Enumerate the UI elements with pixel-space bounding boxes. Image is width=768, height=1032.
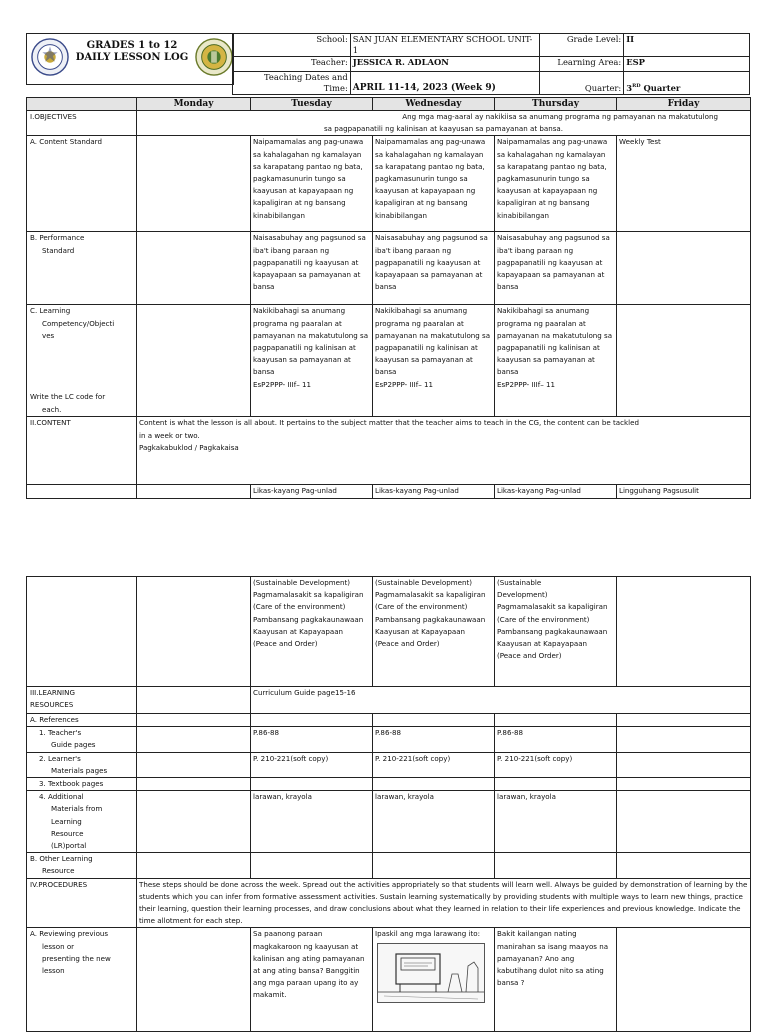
values-tue-item: Kaayusan at Kapayapaan [253, 626, 344, 636]
learning-competency-label-c: ves [42, 330, 55, 340]
objectives-label: I.OBJECTIVES [27, 111, 137, 136]
reviewing-label-b: lesson or [42, 941, 75, 951]
learners-materials-thursday: P. 210-221(soft copy) [495, 752, 617, 777]
teaching-dates-label [233, 72, 351, 95]
content-topic-monday [137, 485, 251, 498]
content-standard-thursday: Naipamamalas ang pag-unawa sa kahalagahan ng kamalayan sa karapatang pantao ng bata, pagkamasunurin tungo sa kaayusan at kapayapaan ng kapaligiran at ng bansang kinabibilangan [495, 136, 617, 232]
other-resources-row [27, 853, 751, 878]
content-description-line2: in a week or two. [139, 430, 200, 440]
content-topic-blank [27, 485, 137, 498]
community-sketch-image [377, 943, 485, 1003]
content-topic-friday: Lingguhang Pagsusulit [617, 485, 751, 498]
values-tue-item: (Sustainable Development) [253, 578, 351, 587]
teachers-guide-wednesday: P.86-88 [373, 727, 495, 752]
reviewing-tuesday: Sa paanong paraan magkakaroon ng kaayusan at kalinisan ang ating pamayanan at ang ating bansa? Banggitin ang mga paraan upang ito ay makamit. [251, 928, 373, 1032]
additional-materials-tuesday: larawan, krayola [251, 791, 373, 853]
performance-standard-wednesday: Naisasabuhay ang pagsunod sa iba't ibang paraan ng pagpapanatili ng kaayusan at kapayapaan sa pamayanan at bansa [373, 232, 495, 305]
textbook-label: 3. Textbook pages [27, 778, 137, 791]
values-tue-item: (Peace and Order) [253, 639, 318, 649]
grade-level-label: Grade Level: [540, 34, 624, 57]
teachers-guide-row [27, 727, 751, 752]
values-wed-item: Pambansang pagkakaunawaan [375, 614, 486, 624]
header-title-box [26, 33, 234, 85]
additional-materials-label-d: Resource [51, 828, 84, 838]
performance-standard-label-b: Standard [42, 245, 75, 255]
deped-seal-icon [31, 38, 69, 76]
lesson-plan-table-part2 [26, 576, 751, 1032]
objectives-text-line2: sa pagpapanatili ng kalinisan at kaayusan sa pamayanan at bansa. [323, 124, 564, 134]
reviewing-label-d: lesson [42, 966, 65, 976]
values-thu-item: Development) [497, 590, 548, 600]
learners-materials-monday [137, 752, 251, 777]
additional-materials-label-c: Learning [51, 816, 82, 826]
references-wednesday [373, 714, 495, 727]
quarter-number: 3 [626, 83, 633, 93]
learning-area-label: Learning Area: [540, 57, 624, 72]
content-topic-wednesday: Likas-kayang Pag-unlad [373, 485, 495, 498]
day-header-blank [27, 98, 137, 111]
performance-standard-monday [137, 232, 251, 305]
learning-competency-label-a: C. Learning [30, 306, 71, 316]
other-resources-friday [617, 853, 751, 878]
additional-materials-monday [137, 791, 251, 853]
other-resources-tuesday [251, 853, 373, 878]
other-resources-monday [137, 853, 251, 878]
additional-materials-label-e: (LR)portal [51, 841, 87, 851]
learners-materials-row [27, 752, 751, 777]
school-seal-icon [195, 38, 233, 76]
lc-text-tuesday: Nakikibahagi sa anumang programa ng paaralan at pamayanan na makatutulong sa pagpapanatili ng kalinisan at kaayusan sa pamayanan at bansa [253, 306, 369, 377]
references-friday [617, 714, 751, 727]
values-label-blank [27, 577, 137, 687]
learning-resources-monday [137, 687, 251, 714]
learning-competency-friday [617, 305, 751, 417]
textbook-wednesday [373, 778, 495, 791]
day-header-row [27, 98, 751, 111]
teaching-dates-value: APRIL 11-14, 2023 (Week 9) [350, 72, 540, 95]
lc-code-thursday: EsP2PPP- IIIf– 11 [497, 379, 556, 389]
performance-standard-row [27, 232, 751, 305]
teachers-guide-label-b: Guide pages [51, 740, 96, 750]
content-standard-friday: Weekly Test [617, 136, 751, 232]
additional-materials-label-a: 4. Additional [39, 792, 84, 802]
learning-competency-row [27, 305, 751, 417]
values-tue-item: Pagmamalasakit sa kapaligiran [253, 590, 364, 600]
content-standard-label: A. Content Standard [27, 136, 137, 232]
content-topic-row [27, 485, 751, 498]
reviewing-label-a: A. Reviewing previous [30, 929, 109, 939]
values-monday [137, 577, 251, 687]
lc-code-tuesday: EsP2PPP- IIIf– 11 [253, 379, 312, 389]
teachers-guide-friday [617, 727, 751, 752]
learning-competency-monday [137, 305, 251, 417]
values-thursday [495, 577, 617, 687]
content-label: II.CONTENT [27, 417, 137, 485]
values-wed-item: (Sustainable Development) [375, 578, 473, 587]
day-header-friday: Friday [617, 98, 751, 111]
day-header-tuesday: Tuesday [251, 98, 373, 111]
values-thu-item: Kaayusan at Kapayapaan [497, 639, 588, 649]
quarter-word: Quarter [640, 83, 681, 93]
additional-materials-wednesday: larawan, krayola [373, 791, 495, 853]
values-wed-item: (Care of the environment) [375, 602, 468, 612]
other-resources-label-b: Resource [42, 866, 75, 876]
lc-text-wednesday: Nakikibahagi sa anumang programa ng paaralan at pamayanan na makatutulong sa pagpapanatili ng kalinisan at kaayusan sa pamayanan at bansa [375, 306, 491, 377]
references-thursday [495, 714, 617, 727]
other-resources-label-a: B. Other Learning [30, 854, 93, 864]
school-label: School: [233, 34, 351, 57]
textbook-tuesday [251, 778, 373, 791]
learners-materials-wednesday: P. 210-221(soft copy) [373, 752, 495, 777]
content-topic-thursday: Likas-kayang Pag-unlad [495, 485, 617, 498]
learning-competency-label [27, 305, 137, 417]
grade-level-value: II [624, 34, 750, 57]
learners-materials-label [27, 752, 137, 777]
additional-materials-friday [617, 791, 751, 853]
additional-materials-row [27, 791, 751, 853]
values-wed-item: Kaayusan at Kapayapaan [375, 626, 466, 636]
learning-competency-tuesday [251, 305, 373, 417]
learning-competency-label-b: Competency/Objecti [42, 318, 115, 328]
teachers-guide-label [27, 727, 137, 752]
objectives-text [137, 111, 751, 136]
lesson-log-header [26, 33, 750, 93]
values-tue-item: Pambansang pagkakaunawaan [253, 614, 364, 624]
lc-code-note-b: each. [42, 404, 62, 414]
teachers-guide-tuesday: P.86-88 [251, 727, 373, 752]
references-tuesday [251, 714, 373, 727]
textbook-thursday [495, 778, 617, 791]
values-thu-item: (Care of the environment) [497, 614, 590, 624]
values-thu-item: Pambansang pagkakaunawaan [497, 626, 608, 636]
procedures-label: IV.PROCEDURES [27, 878, 137, 928]
learning-resources-label-b: RESOURCES [30, 700, 74, 710]
reviewing-row [27, 928, 751, 1032]
performance-standard-label-a: B. Performance [30, 233, 85, 243]
content-standard-tuesday: Naipamamalas ang pag-unawa sa kahalagahan ng kamalayan sa karapatang pantao ng bata, pagkamasunurin tungo sa kaayusan at kapayapaan ng kapaligiran at ng bansang kinabibilangan [251, 136, 373, 232]
reviewing-label [27, 928, 137, 1032]
teachers-guide-label-a: 1. Teacher's [39, 728, 82, 738]
values-thu-item: (Peace and Order) [497, 651, 562, 661]
learners-materials-label-a: 2. Learner's [39, 753, 81, 763]
content-row [27, 417, 751, 485]
learners-materials-tuesday: P. 210-221(soft copy) [251, 752, 373, 777]
other-resources-thursday [495, 853, 617, 878]
reviewing-wednesday [373, 928, 495, 1032]
teachers-guide-monday [137, 727, 251, 752]
additional-materials-label [27, 791, 137, 853]
quarter-value [624, 72, 750, 95]
content-topic-tuesday: Likas-kayang Pag-unlad [251, 485, 373, 498]
day-header-wednesday: Wednesday [373, 98, 495, 111]
references-row [27, 714, 751, 727]
reviewing-thursday: Bakit kailangan nating manirahan sa isang maayos na pamayanan? Ano ang kabutihang dulot nito sa ating bansa ? [495, 928, 617, 1032]
teacher-label: Teacher: [233, 57, 351, 72]
textbook-row [27, 778, 751, 791]
reviewing-friday [617, 928, 751, 1032]
textbook-monday [137, 778, 251, 791]
textbook-friday [617, 778, 751, 791]
content-standard-monday [137, 136, 251, 232]
learning-competency-wednesday [373, 305, 495, 417]
form-title-line1: GRADES 1 to 12 [86, 40, 178, 51]
values-wed-item: Pagmamalasakit sa kapaligiran [375, 590, 486, 600]
teacher-value: JESSICA R. ADLAON [350, 57, 540, 72]
values-tue-item: (Care of the environment) [253, 602, 346, 612]
procedures-row [27, 878, 751, 928]
performance-standard-tuesday: Naisasabuhay ang pagsunod sa iba't ibang paraan ng pagpapanatili ng kaayusan at kapayapaan sa pamayanan at bansa [251, 232, 373, 305]
form-title-line2: DAILY LESSON LOG [75, 52, 189, 63]
header-info-table [232, 33, 750, 95]
values-tuesday [251, 577, 373, 687]
teaching-dates-label-b: Time: [323, 83, 348, 93]
reviewing-monday [137, 928, 251, 1032]
learning-resources-label [27, 687, 137, 714]
learning-resources-label-a: III.LEARNING [30, 688, 75, 697]
references-label: A. References [27, 714, 137, 727]
learning-competency-thursday [495, 305, 617, 417]
lc-text-thursday: Nakikibahagi sa anumang programa ng paaralan at pamayanan na makatutulong sa pagpapanatili ng kalinisan at kaayusan sa pamayanan at bansa [497, 306, 613, 377]
objectives-text-line1: Ang mga mag-aaral ay nakikiisa sa anumang programa ng pamayanan na makatutulong [402, 112, 718, 121]
lc-code-note [30, 391, 105, 415]
teaching-dates-label-a: Teaching Dates and [263, 72, 348, 82]
additional-materials-label-b: Materials from [51, 804, 103, 814]
learning-resources-row [27, 687, 751, 714]
performance-standard-friday [617, 232, 751, 305]
objectives-row [27, 111, 751, 136]
curriculum-guide-text: Curriculum Guide page15-16 [251, 687, 751, 714]
values-thu-item: Pagmamalasakit sa kapaligiran [497, 602, 608, 612]
day-header-thursday: Thursday [495, 98, 617, 111]
other-resources-label [27, 853, 137, 878]
form-title [69, 40, 195, 64]
references-monday [137, 714, 251, 727]
lesson-plan-table-part1 [26, 97, 751, 499]
quarter-suffix: RD [632, 83, 641, 90]
content-description-line1: Content is what the lesson is all about. It pertains to the subject matter that the teacher aims to teach in the CG, the content can be tackled [139, 418, 639, 428]
values-row [27, 577, 751, 687]
reviewing-wed-text: Ipaskil ang mga larawang ito: [375, 929, 481, 939]
content-standard-row [27, 136, 751, 232]
content-standard-wednesday: Naipamamalas ang pag-unawa sa kahalagahan ng kamalayan sa karapatang pantao ng bata, pagkamasunurin tungo sa kaayusan at kapayapaan ng kapaligiran at ng bansang kinabibilangan [373, 136, 495, 232]
school-value: SAN JUAN ELEMENTARY SCHOOL UNIT-1 [350, 34, 540, 57]
teachers-guide-thursday: P.86-88 [495, 727, 617, 752]
learners-materials-friday [617, 752, 751, 777]
values-wednesday [373, 577, 495, 687]
procedures-text: These steps should be done across the week. Spread out the activities appropriately so that students will learn well. Always be guided by demonstration of learning by the students which you can infer from formative assessment activities. Sustain learning systematically by providing students with multiple ways to learn new things, practice their learning, question their learning processes, and draw conclusions about what they learned in relation to their life experiences and previous knowledge. Indicate the time allotment for each step. [137, 878, 751, 928]
reviewing-label-c: presenting the new [42, 953, 111, 963]
lc-code-wednesday: EsP2PPP- IIIf– 11 [375, 379, 434, 389]
content-description [137, 417, 751, 485]
values-friday [617, 577, 751, 687]
content-description-line3: Pagkakabuklod / Pagkakaisa [139, 442, 239, 452]
additional-materials-thursday: larawan, krayola [495, 791, 617, 853]
performance-standard-label [27, 232, 137, 305]
lc-code-note-a: Write the LC code for [30, 392, 106, 402]
quarter-label: Quarter: [540, 72, 624, 95]
performance-standard-thursday: Naisasabuhay ang pagsunod sa iba't ibang paraan ng pagpapanatili ng kaayusan at kapayapaan sa pamayanan at bansa [495, 232, 617, 305]
values-wed-item: (Peace and Order) [375, 639, 440, 649]
learning-area-value: ESP [624, 57, 750, 72]
learners-materials-label-b: Materials pages [51, 765, 108, 775]
other-resources-wednesday [373, 853, 495, 878]
values-thu-item: (Sustainable [497, 578, 542, 587]
day-header-monday: Monday [137, 98, 251, 111]
